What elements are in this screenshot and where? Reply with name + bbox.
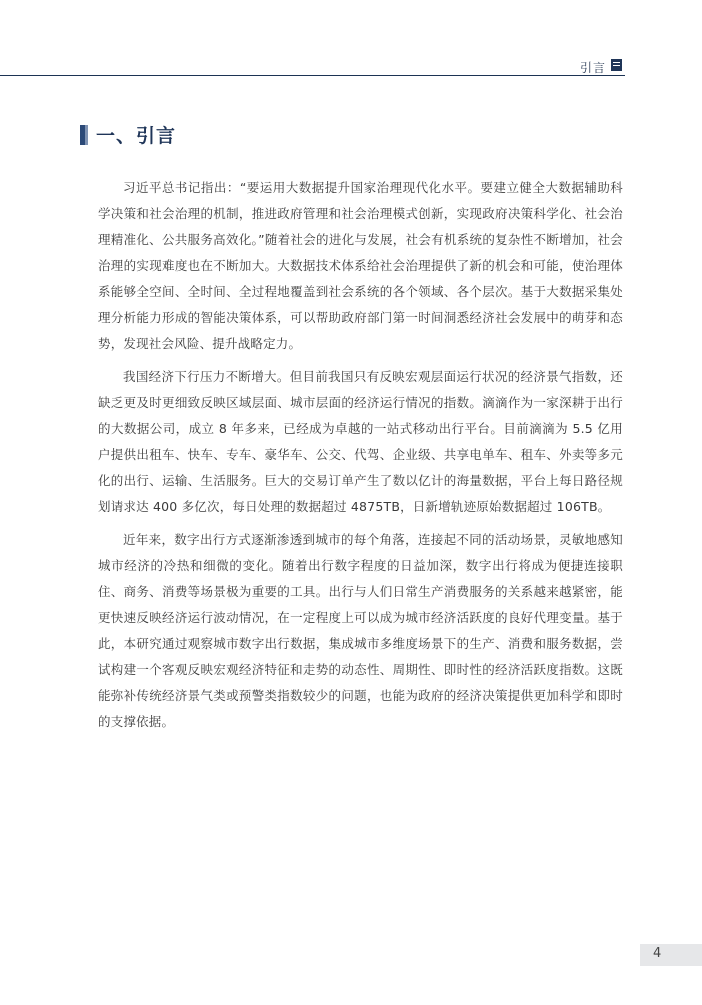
header-block-icon — [611, 59, 622, 71]
section-title: 一、引言 — [96, 125, 177, 147]
section-bar-icon — [80, 125, 88, 145]
paragraph-3: 近年来，数字出行方式逐渐渗透到城市的每个角落，连接起不同的活动场景，灵敏地感知城市经济的冷热和细微的变化。随着出行数字程度的日益加深，数字出行将成为便捷连接职住、商务、消费等场景极为重要的工具。出行与人们日常生产消费服务的关系越来越紧密，能更快速反映经济运行波动情况，在一定程度上可以成为城市经济活跃度的良好代理变量。基于此，本研究通过观察城市数字出行数据，集成城市多维度场景下的生产、消费和服务数据，尝试构建一个客观反映宏观经济特征和走势的动态性、周期性、即时性的经济活跃度指数。这既能弥补传统经济景气类或预警类指数较少的问题，也能为政府的经济决策提供更加科学和即时的支撑依据。 — [98, 532, 623, 729]
page-number: 4 — [653, 946, 662, 961]
paragraph-2: 我国经济下行压力不断增大。但目前我国只有反映宏观层面运行状况的经济景气指数，还缺乏更及时更细致反映区域层面、城市层面的经济运行情况的指数。滴滴作为一家深耕于出行的大数据公司，成立 8 年多来，已经成为卓越的一站式移动出行平台。目前滴滴为 5.5 亿用户提供出租车、快车、专车、豪华车、公交、代驾、企业级、共享电单车、租车、外卖等多元化的出行、运输、生活服务。巨大的交易订单产生了数以亿计的海量数据，平台上每日路径规划请求达 400 多亿次，每日处理的数据超过 4875TB，日新增轨迹原始数据超过 106TB。 — [98, 369, 623, 514]
header-divider — [0, 75, 625, 76]
page-number-box — [640, 944, 702, 966]
header-section-label: 引言 — [579, 61, 606, 75]
body-text — [98, 175, 623, 742]
paragraph-1: 习近平总书记指出：“要运用大数据提升国家治理现代化水平。要建立健全大数据辅助科学决策和社会治理的机制，推进政府管理和社会治理模式创新，实现政府决策科学化、社会治理精准化、公共服务高效化。”随着社会的进化与发展，社会有机系统的复杂性不断增加，社会治理的实现难度也在不断加大。大数据技术体系给社会治理提供了新的机会和可能，使治理体系能够全空间、全时间、全过程地覆盖到社会系统的各个领域、各个层次。基于大数据采集处理分析能力形成的智能决策体系，可以帮助政府部门第一时间洞悉经济社会发展中的萌芽和态势，发现社会风险、提升战略定力。 — [98, 180, 623, 351]
